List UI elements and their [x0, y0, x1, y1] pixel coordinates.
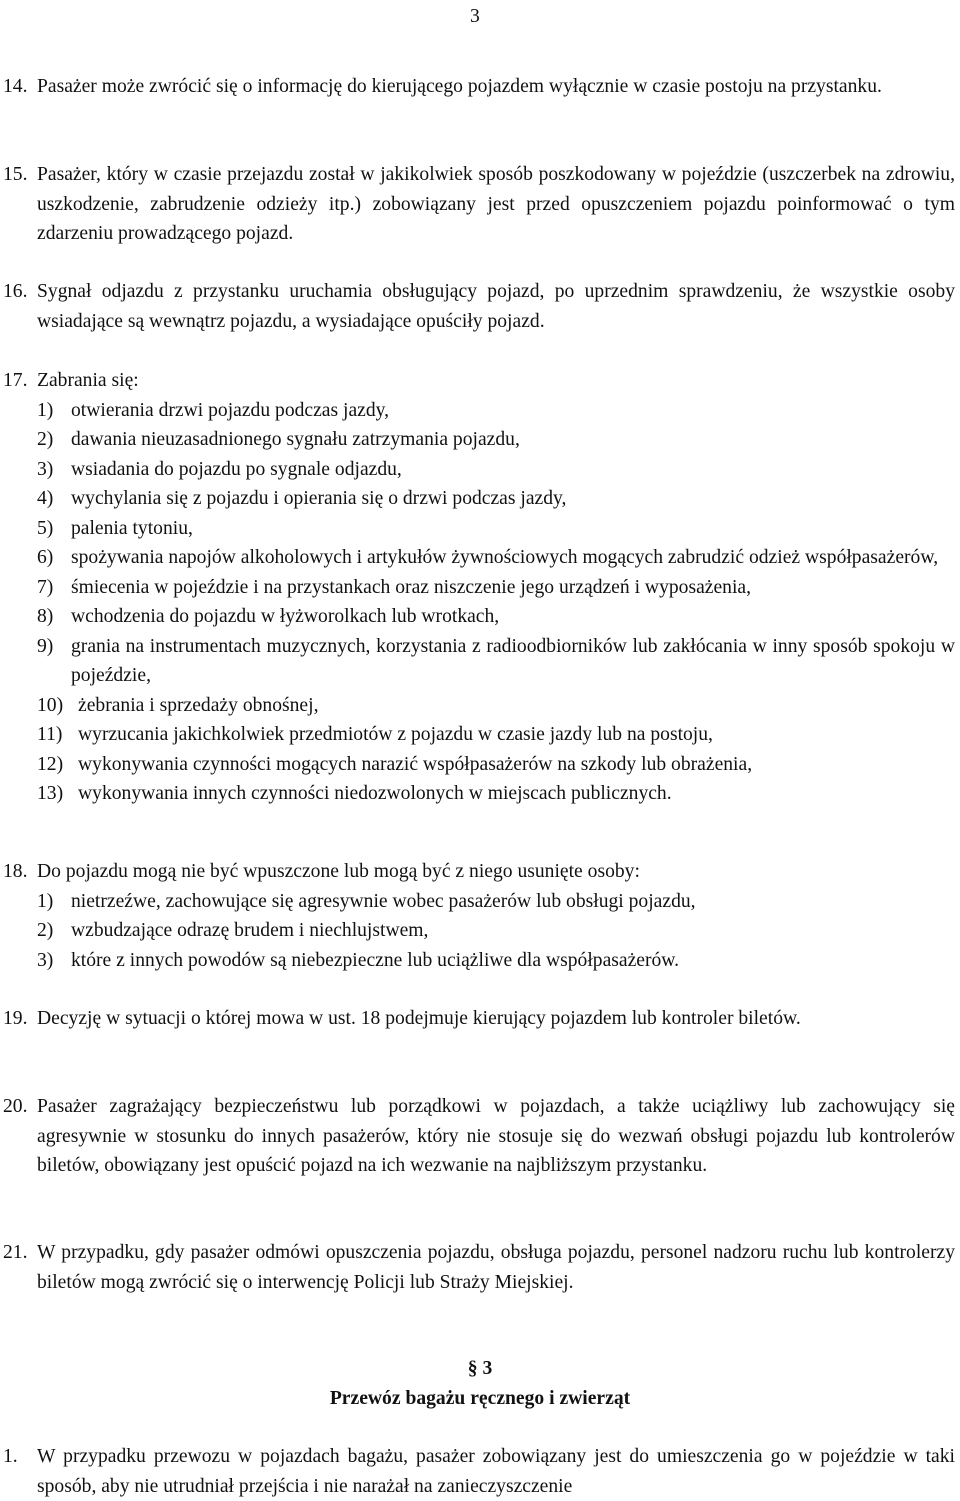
paragraph-text: W przypadku przewozu w pojazdach bagażu, pasażer zobowiązany jest do umieszczenia go w pojeździe w taki sposób, aby nie utrudniał przejścia i nie narażał na zanieczyszczenie: [37, 1446, 955, 1497]
list-item-number: 1): [37, 399, 54, 421]
paragraph-text: Pasażer, który w czasie przejazdu został w jakikolwiek sposób poszkodowany w pojeździe (uszczerbek na zdrowiu, uszkodzenie, zabrudzenie odzieży itp.) zobowiązany jest przed opuszczeniem pojazdu poinformować o tym zdarzeniu prowadzącego pojazd.: [37, 164, 955, 244]
list-item: [3, 602, 955, 632]
paragraph-text: W przypadku, gdy pasażer odmówi opuszczenia pojazdu, obsługa pojazdu, personel nadzoru ruchu lub kontrolerzy biletów mogą zwrócić się o interwencję Policji lub Straży Miejskiej.: [37, 1242, 955, 1293]
paragraph-number: 1.: [3, 1446, 18, 1467]
paragraph-number: 18.: [3, 861, 28, 882]
paragraph-16: [3, 277, 955, 336]
list-item-text: wchodzenia do pojazdu w łyżworolkach lub wrotkach,: [71, 606, 500, 627]
section-mark: § 3: [467, 1358, 493, 1379]
list-item-number: 4): [37, 488, 54, 509]
paragraph-number: 20.: [3, 1096, 28, 1117]
list-item-text: wykonywania innych czynności niedozwolonych w miejscach publicznych.: [78, 783, 672, 804]
list-item: [3, 750, 955, 780]
paragraph-20: [3, 1092, 955, 1181]
list-item-text: wsiadania do pojazdu po sygnale odjazdu,: [71, 458, 402, 480]
prohibitions-list: [3, 396, 955, 809]
paragraph-14: [3, 72, 955, 102]
list-item: [3, 514, 955, 544]
list-item: [3, 396, 955, 426]
list-item-number: 9): [37, 635, 54, 657]
section-title: Przewóz bagażu ręcznego i zwierząt: [329, 1388, 631, 1409]
list-item: [3, 632, 955, 691]
list-item-number: 2): [37, 920, 54, 941]
list-item-text: które z innych powodów są niebezpieczne lub uciążliwe dla współpasażerów.: [71, 949, 680, 971]
list-item: [3, 484, 955, 514]
list-item: [3, 887, 955, 917]
page-number: 3: [470, 6, 480, 27]
list-item-text: wykonywania czynności mogących narazić współpasażerów na szkody lub obrażenia,: [78, 753, 753, 775]
list-item-number: 12): [37, 753, 64, 775]
list-item-number: 5): [37, 517, 54, 539]
paragraph-number: 21.: [3, 1242, 28, 1263]
list-item-number: 8): [37, 606, 54, 627]
list-item-text: spożywania napojów alkoholowych i artykułów żywnościowych mogących zabrudzić odzież współpasażerów,: [71, 547, 939, 568]
paragraph-number: 14.: [3, 76, 28, 97]
list-item: [3, 543, 955, 573]
list-item-number: 2): [37, 429, 54, 450]
list-item: [3, 916, 955, 946]
list-item-text: grania na instrumentach muzycznych, korzystania z radioodbiorników lub zakłócania w inny sposób spokoju w pojeździe,: [71, 635, 955, 686]
list-item-text: nietrzeźwe, zachowujące się agresywnie wobec pasażerów lub obsługi pojazdu,: [71, 890, 696, 912]
paragraph-number: 15.: [3, 164, 28, 185]
paragraph-text: Sygnał odjazdu z przystanku uruchamia obsługujący pojazd, po uprzednim sprawdzeniu, że wszystkie osoby wsiadające są wewnątrz pojazdu, a wysiadające opuściły pojazd.: [37, 281, 955, 332]
list-item-number: 10): [37, 694, 64, 716]
list-item-text: dawania nieuzasadnionego sygnału zatrzymania pojazdu,: [71, 429, 520, 450]
list-item-number: 7): [37, 576, 54, 598]
persons-list: [3, 887, 955, 976]
paragraph-21: [3, 1238, 955, 1297]
paragraph-19: [3, 1004, 955, 1034]
list-item: [3, 779, 955, 809]
paragraph-text: Pasażer może zwrócić się o informację do kierującego pojazdem wyłącznie w czasie postoju na przystanku.: [37, 76, 882, 97]
paragraph-17: [3, 366, 955, 809]
paragraph-18: [3, 857, 955, 975]
paragraph-text: Decyzję w sytuacji o której mowa w ust. 18 podejmuje kierujący pojazdem lub kontroler biletów.: [37, 1008, 801, 1029]
list-item: [3, 573, 955, 603]
list-item-number: 3): [37, 458, 54, 480]
list-item-text: wychylania się z pojazdu i opierania się o drzwi podczas jazdy,: [71, 488, 567, 509]
list-item: [3, 720, 955, 750]
list-item: [3, 946, 955, 976]
list-item-text: palenia tytoniu,: [71, 517, 193, 539]
list-item: [3, 455, 955, 485]
paragraph-text: Do pojazdu mogą nie być wpuszczone lub mogą być z niego usunięte osoby:: [37, 861, 640, 882]
paragraph-number: 16.: [3, 281, 28, 302]
list-item-text: wzbudzające odrazę brudem i niechlujstwem,: [71, 920, 429, 941]
list-item-number: 6): [37, 547, 54, 568]
paragraph-number: 17.: [3, 370, 28, 391]
list-item-number: 1): [37, 890, 54, 912]
paragraph-text: Zabrania się:: [37, 370, 139, 391]
paragraph-number: 19.: [3, 1008, 28, 1029]
list-item-number: 3): [37, 949, 54, 971]
list-item-text: otwierania drzwi pojazdu podczas jazdy,: [71, 399, 390, 421]
list-item-number: 13): [37, 783, 64, 804]
list-item: [3, 691, 955, 721]
section-paragraph-1: [3, 1442, 955, 1501]
paragraph-15: [3, 160, 955, 249]
paragraph-text: Pasażer zagrażający bezpieczeństwu lub porządkowi w pojazdach, a także uciążliwy lub zachowujący się agresywnie w stosunku do innych pasażerów, który nie stosuje się do wezwań obsługi pojazdu lub kontrolerów biletów, obowiązany jest opuścić pojazd na ich wezwanie na najbliższym przystanku.: [37, 1096, 955, 1176]
list-item: [3, 425, 955, 455]
list-item-text: śmiecenia w pojeździe i na przystankach oraz niszczenie jego urządzeń i wyposażenia,: [71, 576, 752, 598]
list-item-number: 11): [37, 724, 63, 745]
list-item-text: żebrania i sprzedaży obnośnej,: [78, 694, 319, 716]
list-item-text: wyrzucania jakichkolwiek przedmiotów z pojazdu w czasie jazdy lub na postoju,: [78, 724, 713, 745]
